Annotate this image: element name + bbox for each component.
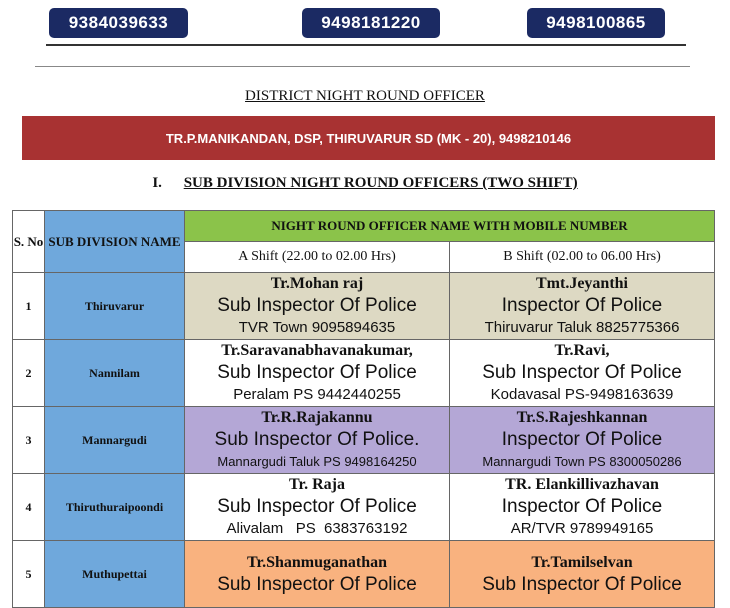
officer-rank: Inspector Of Police [501,295,663,316]
row-subdivision: Thiruthuraipoondi [45,474,185,541]
shift-a-cell [185,541,450,608]
officer-station: AR/TVR 9789949165 [510,520,654,537]
table-row [13,340,715,407]
row-sno: 4 [13,474,45,541]
section-title: SUB DIVISION NIGHT ROUND OFFICERS (TWO SHIFT) [183,175,578,191]
officer-name: Tr.R.Rajakannu [261,409,373,426]
section-heading [0,175,730,192]
shift-b-cell [450,407,715,474]
officer-name: Tr.Mohan raj [270,275,364,292]
officer-rank: Sub Inspector Of Police [217,362,417,383]
shift-a-cell [185,474,450,541]
officer-rank: Inspector Of Police [501,429,663,450]
section-number: I. [152,175,162,191]
officer-name: Tr.Ravi, [554,342,610,359]
table-row [13,474,715,541]
officer-station: TVR Town 9095894635 [238,319,396,336]
row-sno: 1 [13,273,45,340]
phone-badge-1: 9384039633 [49,8,188,38]
row-sno: 5 [13,541,45,608]
officer-station: Mannargudi Town PS 8300050286 [482,454,682,469]
officer-name: Tr.Saravanabhavanakumar, [221,342,413,359]
table-row [13,407,715,474]
district-heading: DISTRICT NIGHT ROUND OFFICER [245,88,485,104]
officer-name: Tr.Tamilselvan [531,554,633,571]
officer-station: Mannargudi Taluk PS 9498164250 [217,454,417,469]
officer-station: Peralam PS 9442440255 [233,386,401,403]
header-subdivision: SUB DIVISION NAME [45,211,185,273]
officer-name: Tr.S.Rajeshkannan [516,409,648,426]
header-shift-b: B Shift (02.00 to 06.00 Hrs) [450,242,715,273]
phone-badge-2: 9498181220 [302,8,440,38]
shift-b-cell [450,474,715,541]
officer-rank: Sub Inspector Of Police [217,496,417,517]
officer-rank: Sub Inspector Of Police [217,574,417,595]
shift-a-cell [185,273,450,340]
officer-rank: Sub Inspector Of Police [482,574,682,595]
table-header-row [13,211,715,242]
officer-name: Tr.Shanmuganathan [246,554,388,571]
officer-name: Tr. Raja [289,476,345,493]
row-subdivision: Mannargudi [45,407,185,474]
header-shift-a: A Shift (22.00 to 02.00 Hrs) [185,242,450,273]
officer-rank: Sub Inspector Of Police [217,295,417,316]
district-officer-banner [22,116,715,160]
row-subdivision: Thiruvarur [45,273,185,340]
row-sno: 3 [13,407,45,474]
officer-station: Kodavasal PS-9498163639 [490,386,674,403]
officer-name: Tmt.Jeyanthi [536,275,628,292]
header-sno: S. No [13,211,45,273]
shift-a-cell [185,407,450,474]
officer-station: Thiruvarur Taluk 8825775366 [484,319,680,336]
shift-b-cell [450,273,715,340]
officer-station: Alivalam PS 6383763192 [226,520,408,537]
header-officers: NIGHT ROUND OFFICER NAME WITH MOBILE NUMBER [185,211,715,242]
shift-a-cell [185,340,450,407]
shift-b-cell [450,541,715,608]
row-subdivision: Muthupettai [45,541,185,608]
officer-rank: Sub Inspector Of Police. [214,429,420,450]
table-row [13,273,715,340]
officer-rank: Sub Inspector Of Police [482,362,682,383]
shift-b-cell [450,340,715,407]
officer-rank: Inspector Of Police [501,496,663,517]
officer-name: TR. Elankillivazhavan [505,476,659,493]
row-sno: 2 [13,340,45,407]
divider-top [46,44,686,46]
row-subdivision: Nannilam [45,340,185,407]
phone-badge-3: 9498100865 [527,8,665,38]
table-row [13,541,715,608]
officers-table [12,210,715,608]
divider-second [35,66,690,67]
district-officer-text: TR.P.MANIKANDAN, DSP, THIRUVARUR SD (MK - 20), 9498210146 [165,130,572,146]
